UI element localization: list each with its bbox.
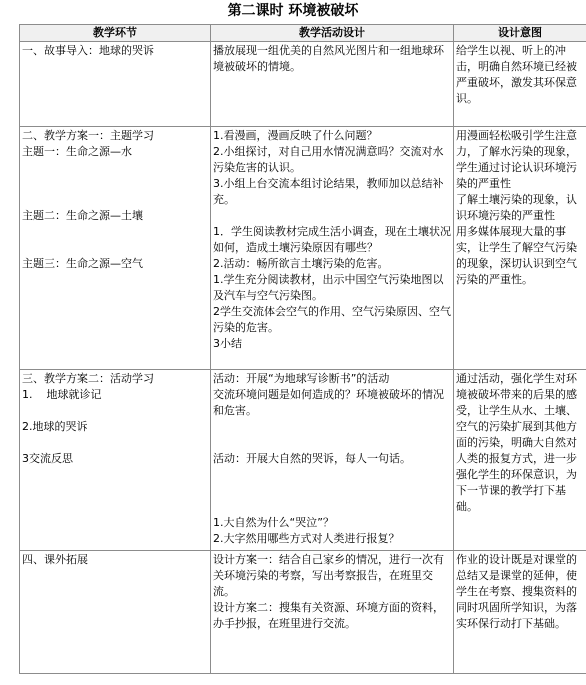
stage-text: 主题三：生命之源—空气	[22, 257, 143, 270]
activity-text: 3小结	[213, 337, 242, 350]
header-intent: 设计意图	[454, 25, 586, 42]
table-row	[20, 42, 586, 127]
stage-text: 二、教学方案一：主题学习	[22, 129, 154, 142]
stage-text: 2.地球的哭诉	[22, 420, 88, 433]
stage-text: 1. 地球就诊记	[22, 388, 102, 401]
activity-text: 1．学生阅读教材完成生活小调查，现在土壤状况如何，造成土壤污染原因有哪些？	[213, 225, 451, 254]
activity-text: 1.大自然为什么“哭泣”？	[213, 516, 334, 529]
activity-cell	[211, 42, 454, 127]
activity-text: 活动：开展“为地球写诊断书”的活动	[213, 372, 390, 385]
stage-text: 主题一：生命之源—水	[22, 145, 132, 158]
page-title: 第二课时 环境被破坏	[227, 3, 359, 19]
table-row	[20, 551, 586, 674]
activity-text: 1.看漫画，漫画反映了什么问题？	[213, 129, 378, 142]
stage-text: 四、课外拓展	[22, 553, 88, 566]
intent-text: 作业的设计既是对课堂的总结又是课堂的延伸，使学生在考察、搜集资料的同时巩固所学知识，为落实环保行动打下基础。	[456, 553, 577, 630]
activity-text: 1.学生充分阅读教材，出示中国空气污染地图以及汽车与空气污染图。	[213, 273, 444, 302]
activity-text: 2.活动：畅所欲言土壤污染的危害。	[213, 257, 389, 270]
activity-text: 设计方案一：结合自己家乡的情况，进行一次有关环境污染的考察，写出考察报告，在班里交流。	[213, 553, 444, 598]
stage-cell	[20, 370, 211, 551]
header-stage: 教学环节	[20, 25, 211, 42]
intent-text: 了解土壤污染的现象，认识环境污染的严重性	[456, 193, 577, 222]
activity-text: 2学生交流体会空气的作用、空气污染原因、空气污染的危害。	[213, 305, 451, 334]
table-row	[20, 127, 586, 370]
stage-text: 一、故事导入：地球的哭诉	[22, 44, 154, 57]
activity-cell	[211, 127, 454, 370]
stage-text: 主题二：生命之源—土壤	[22, 209, 143, 222]
intent-cell	[454, 551, 586, 674]
intent-cell	[454, 370, 586, 551]
activity-text: 活动：开展大自然的哭诉，每人一句话。	[213, 452, 411, 465]
activity-text: 交流环境问题是如何造成的？环境被破坏的情况和危害。	[213, 388, 444, 417]
activity-text: 播放展现一组优美的自然风光图片和一组地球环境被破坏的情境。	[213, 44, 444, 73]
stage-cell	[20, 127, 211, 370]
stage-text: 3交流反思	[22, 452, 73, 465]
intent-text: 给学生以视、听上的冲击，明确自然环境已经被严重破坏，激发其环保意识。	[456, 44, 577, 105]
activity-text: 2.小组探讨，对自己用水情况满意吗？交流对水污染危害的认识。	[213, 145, 444, 174]
table-header-row	[20, 25, 586, 42]
activity-cell	[211, 370, 454, 551]
activity-text: 2.大字然用哪些方式对人类进行报复？	[213, 532, 400, 545]
intent-text: 通过活动，强化学生对环境被破坏带来的后果的感受，让学生从水、土壤、空气的污染扩展到其他方面的污染，明确大自然对人类的报复方式，进一步强化学生的环保意识，为下一节课的教学打下基础。	[456, 372, 577, 513]
lesson-plan-table	[19, 24, 586, 674]
intent-cell	[454, 127, 586, 370]
intent-text: 用多媒体展现大量的事实，让学生了解空气污染的现象，深切认识到空气污染的严重性。	[456, 225, 577, 286]
stage-cell	[20, 551, 211, 674]
activity-text: 3.小组上台交流本组讨论结果，教师加以总结补充。	[213, 177, 444, 206]
activity-cell	[211, 551, 454, 674]
stage-cell	[20, 42, 211, 127]
intent-text: 用漫画轻松吸引学生注意力，了解水污染的现象，学生通过讨论认识环境污染的严重性	[456, 129, 577, 190]
stage-text: 三、教学方案二：活动学习	[22, 372, 154, 385]
header-activity: 教学活动设计	[211, 25, 454, 42]
activity-text: 设计方案二：搜集有关资源、环境方面的资料，办手抄报，在班里进行交流。	[213, 601, 444, 630]
table-row	[20, 370, 586, 551]
intent-cell	[454, 42, 586, 127]
